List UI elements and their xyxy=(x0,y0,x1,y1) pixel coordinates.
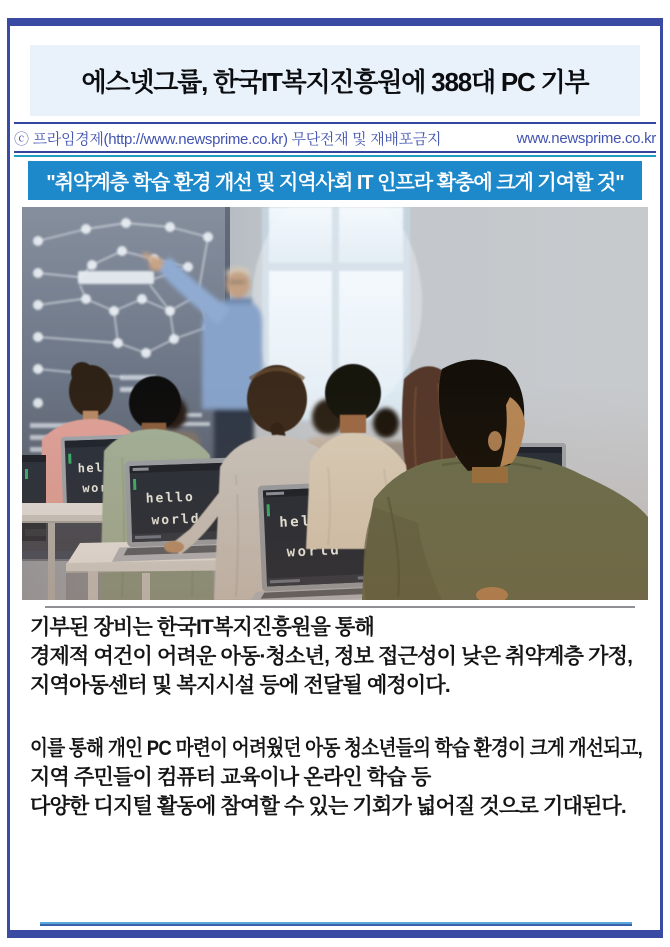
body-line: 다양한 디지털 활동에 참여할 수 있는 기회가 넓어질 것으로 기대된다. xyxy=(30,795,626,818)
paragraph-1 xyxy=(30,613,642,700)
source-bar xyxy=(14,127,656,150)
body-line: 이를 통해 개인 PC 마련이 어려웠던 아동 청소년들의 학습 환경이 크게 개선되고, xyxy=(30,737,643,760)
article-photo xyxy=(22,207,648,600)
body-line: 지역아동센터 및 복지시설 등에 전달될 예정이다. xyxy=(30,674,450,697)
paragraph-2 xyxy=(30,734,642,821)
body-line: 지역 주민들이 컴퓨터 교육이나 온라인 학습 등 xyxy=(30,766,431,789)
headline-box xyxy=(30,45,640,116)
body-line: 경제적 여건이 어려운 아동·청소년, 정보 접근성이 낮은 취약계층 가정, xyxy=(30,645,633,668)
headline: 에스넷그룹, 한국IT복지진흥원에 388대 PC 기부 xyxy=(81,67,589,97)
photo-divider-line xyxy=(45,606,635,608)
quote-banner-text: "취약계층 학습 환경 개선 및 지역사회 IT 인프라 확충에 크게 기여할 것" xyxy=(46,172,624,194)
bottom-accent-line xyxy=(40,922,632,926)
body-line: 기부된 장비는 한국IT복지진흥원을 통해 xyxy=(30,616,374,639)
website-url: www.newsprime.co.kr xyxy=(516,130,656,147)
quote-banner xyxy=(28,161,642,200)
separator-line-top xyxy=(14,122,656,124)
separator-line-double xyxy=(14,151,656,157)
photo-color-grade xyxy=(22,207,648,600)
copyright-notice: ⓒ 프라임경제(http://www.newsprime.co.kr) 무단전재 및 재배포금지 xyxy=(14,131,442,148)
article-body xyxy=(30,613,642,821)
classroom-photo-illustration xyxy=(22,207,648,600)
